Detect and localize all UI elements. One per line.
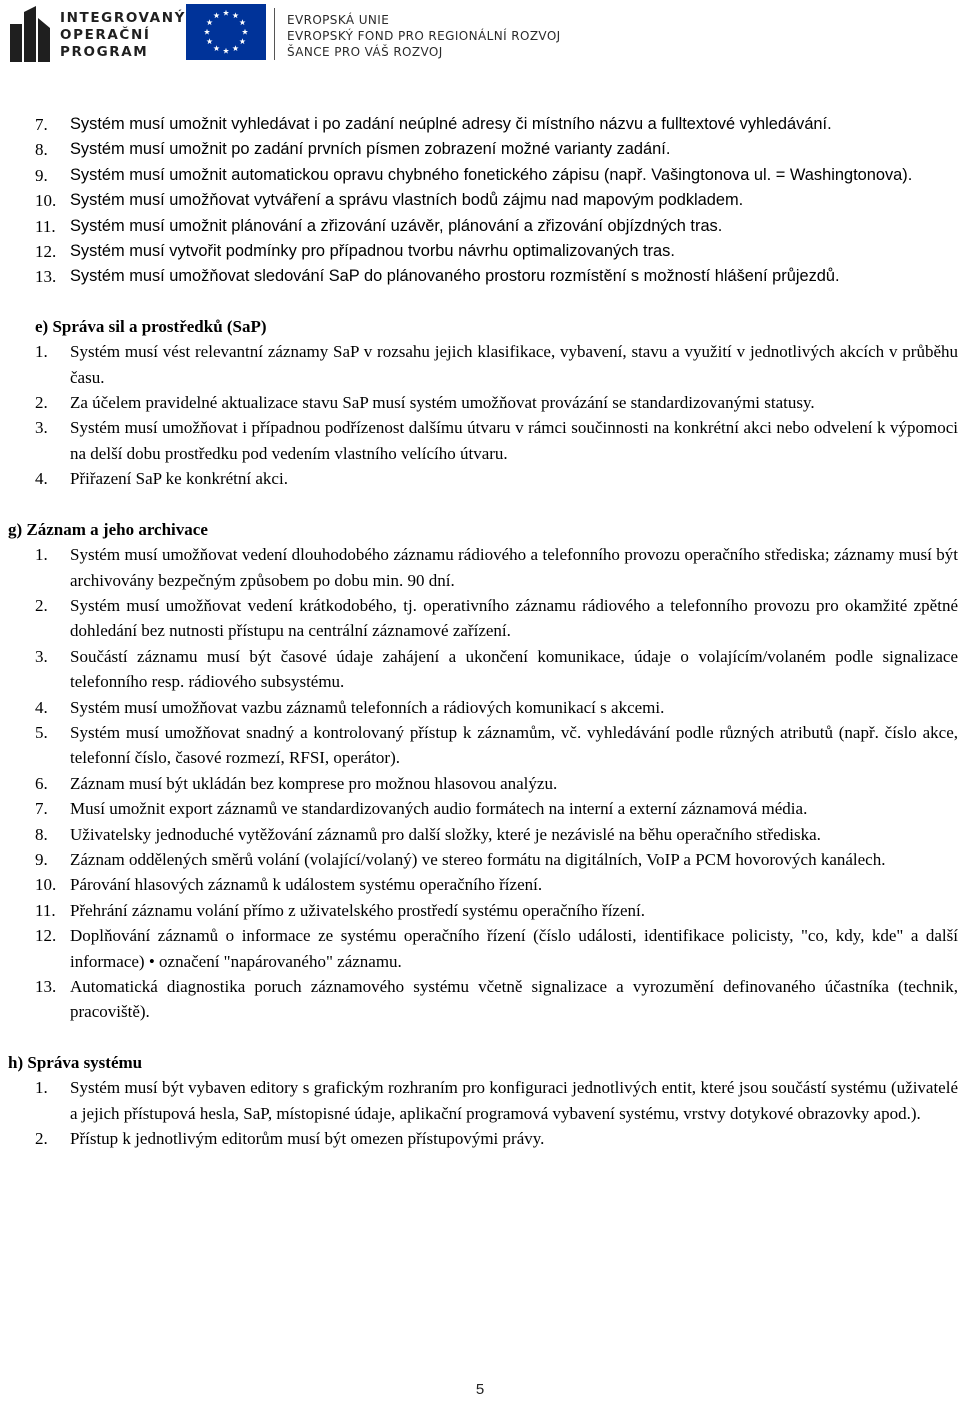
iop-logo-text [60,10,186,61]
list-item-number: 8. [35,824,48,844]
heading-section-h: h) Správa systému [8,1052,143,1072]
list-item-number: 7. [35,115,48,134]
list-item [8,644,958,695]
list-item-text: Přehrání záznamu volání přímo z uživatelského prostředí systému operačního řízení. [70,900,645,920]
iop-logo-line3: PROGRAM [60,44,149,60]
list-item-number: 13. [35,267,57,287]
list-item-number: 12. [35,926,57,946]
list-item-text: Systém musí umožňovat vazbu záznamů telefonních a rádiových komunikací s akcemi. [70,697,665,717]
eu-logo [186,2,566,68]
list-item-text: Systém musí umožnit po zadání prvních písmen zobrazení možné varianty zadání. [70,140,671,159]
page-number: 5 [475,1381,485,1398]
list-item-number: 10. [35,191,57,211]
list-section-d [8,112,958,290]
list-item [8,771,958,796]
list-item-text: Doplňování záznamů o informace ze systému operačního řízení (číslo události, identifikace policisty, "co, kdy, kde" a další informace) • označení "napárovaného" záznamu. [70,926,958,971]
list-item-number: 2. [35,393,48,413]
list-item-text: Systém musí umožňovat vytváření a správu vlastních bodů zájmu nad mapovým podkladem. [70,191,744,210]
list-item-number: 5. [35,722,48,742]
eu-logo-line1: EVROPSKÁ UNIE [287,13,390,27]
list-item-text: Součástí záznamu musí být časové údaje zahájení a ukončení komunikace, údaje o volajícím/volaném podle signalizace telefonního resp. rádiového subsystému. [70,646,958,692]
list-item-text: Za účelem pravidelné aktualizace stavu SaP musí systém umožňovat provázání se standardizovanými statusy. [70,393,815,413]
list-item-text: Systém musí umožňovat vedení krátkodobého, tj. operativního záznamu rádiového a telefonního provozu pro okamžité zpětné dohledání bez nutnosti přístupu na centrální záznamové zařízení. [70,595,958,641]
list-item [8,872,958,897]
list-item-text: Párování hlasových záznamů k událostem systému operačního řízení. [70,875,543,895]
list-item-number: 2. [35,1129,48,1149]
list-item [8,542,958,593]
list-item [8,898,958,923]
list-item [8,796,958,821]
list-item-text: Systém musí umožnit vyhledávat i po zadání neúplné adresy či místního názvu a fulltextové vyhledávání. [70,115,832,133]
document-body [8,112,958,1151]
list-item-number: 10. [35,875,57,895]
eu-logo-text [287,12,561,60]
list-item-number: 9. [35,849,48,869]
list-item [8,974,958,1025]
iop-logo [8,4,208,64]
list-section-g [8,542,958,1025]
list-item-number: 9. [35,165,48,185]
list-item [8,720,958,771]
list-section-h [8,1075,958,1151]
list-item [8,593,958,644]
list-item [8,923,958,974]
list-item-number: 11. [35,900,56,920]
list-item-text: Záznam musí být ukládán bez komprese pro možnou hlasovou analýzu. [70,773,558,793]
list-section-e [8,339,958,491]
eu-flag-icon [186,2,266,62]
list-item-number: 11. [35,216,56,236]
list-item-text: Musí umožnit export záznamů ve standardizovaných audio formátech na interní a externí záznamová média. [70,799,808,819]
list-item [8,466,958,491]
list-item-text: Systém musí vytvořit podmínky pro případnou tvorbu návrhu optimalizovaných tras. [70,242,675,261]
list-item-number: 3. [35,646,48,666]
eu-logo-line2: EVROPSKÝ FOND PRO REGIONÁLNÍ ROZVOJ [287,29,561,43]
iop-logo-line1: INTEGROVANÝ [60,10,186,26]
eu-logo-divider [274,8,275,60]
list-item-text: Automatická diagnostika poruch záznamového systému včetně signalizace a vyrozumění definovaného účastníka (technik, pracoviště). [70,977,958,1022]
list-item-number: 12. [35,242,57,262]
list-item-number: 13. [35,977,57,996]
list-item-number: 1. [35,545,48,565]
list-item-text: Systém musí umožnit automatickou opravu chybného fonetického zápisu (např. Vašingtonova ul. = Washingtonova). [70,165,913,184]
list-item-number: 8. [35,140,48,160]
list-item-number: 3. [35,418,48,438]
list-item-number: 2. [35,595,48,615]
page-header [0,0,960,72]
list-item-text: Přístup k jednotlivým editorům musí být omezen přístupovými právy. [70,1129,545,1149]
list-item [8,214,958,239]
list-item [8,415,958,466]
list-item-text: Systém musí vést relevantní záznamy SaP v rozsahu jejich klasifikace, vybavení, stavu a využití v jednotlivých akcích v průběhu času. [70,342,958,387]
list-item [8,390,958,415]
list-item [8,339,958,390]
iop-logo-icon [8,4,54,64]
list-item [8,137,958,162]
list-item [8,822,958,847]
list-item-number: 6. [35,773,48,793]
list-item-text: Systém musí umožnit plánování a zřizování uzávěr, plánování a zřizování objízdných tras. [70,216,723,235]
list-item-text: Systém musí umožňovat sledování SaP do plánovaného prostoru rozmístění s možností hlášení průjezdů. [70,267,840,286]
list-item [8,239,958,264]
list-item [8,264,958,289]
list-item [8,112,958,137]
list-item [8,163,958,188]
list-item [8,188,958,213]
list-item-text: Záznam oddělených směrů volání (volající/volaný) ve stereo formátu na digitálních, VoIP a PCM hovorových kanálech. [70,849,886,869]
list-item-text: Systém musí umožňovat i případnou podřízenost dalšímu útvaru v rámci součinnosti na konkrétní akci nebo odvelení k výpomoci na delší dobu prostředku pod vedením vlastního velícího útvaru. [70,418,958,463]
list-item-text: Přiřazení SaP ke konkrétní akci. [70,469,288,489]
list-item-text: Systém musí umožňovat vedení dlouhodobého záznamu rádiového a telefonního provozu operačního střediska; záznamy musí být archivovány bezpečným způsobem po dobu min. 90 dní. [70,545,958,590]
list-item [8,1075,958,1126]
list-item-number: 1. [35,1078,48,1098]
list-item [8,847,958,872]
list-item-number: 4. [35,697,48,717]
eu-logo-line3: ŠANCE PRO VÁŠ ROZVOJ [287,45,443,59]
list-item [8,1126,958,1151]
list-item [8,695,958,720]
list-item-text: Systém musí být vybaven editory s grafickým rozhraním pro konfiguraci jednotlivých entit, které jsou součástí systému (uživatelé a jejich přístupová hesla, SaP, místopisné údaje, aplikační programová vybavení systému, vrstvy dotykové obrazovky apod.). [70,1078,958,1123]
list-item-text: Systém musí umožňovat snadný a kontrolovaný přístup k záznamům, vč. vyhledávání podle různých atributů (např. číslo akce, telefonní číslo, časové rozmezí, RFSI, operátor). [70,722,958,768]
heading-section-g: g) Záznam a jeho archivace [8,519,208,539]
list-item-number: 1. [35,342,48,362]
list-item-number: 7. [35,799,48,819]
iop-logo-line2: OPERAČNÍ [60,27,151,43]
list-item-text: Uživatelsky jednoduché vytěžování záznamů pro další složky, které je nezávislé na běhu operačního střediska. [70,824,821,844]
heading-section-e: e) Správa sil a prostředků (SaP) [35,316,267,336]
list-item-number: 4. [35,469,48,489]
